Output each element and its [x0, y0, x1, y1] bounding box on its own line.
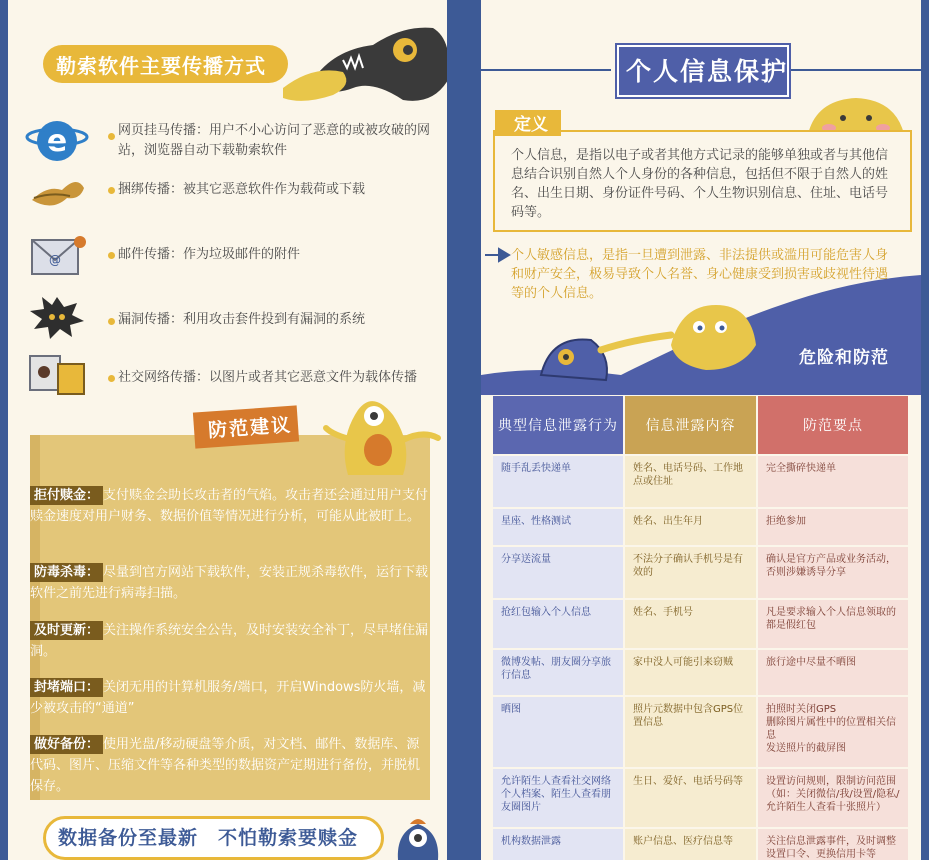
- yellow-monster-icon: [308, 380, 447, 480]
- right-title: 个人信息保护: [626, 57, 789, 86]
- advice-item: [30, 620, 430, 662]
- table-cell: 确认是官方产品或业务活动，否则涉嫌诱导分享: [758, 547, 908, 598]
- advice-title: 防范建议: [207, 414, 293, 442]
- spread-item-bug: [8, 293, 447, 343]
- bullet-dot: [108, 187, 115, 194]
- definition-text: 个人信息，是指以电子或者其他方式记录的能够单独或者与其他信息结合识别自然人个人身份的各种信息，包括但不限于自然人的姓名、出生日期、身份证件号码、个人生物识别信息、住址、电话号码等。: [511, 148, 889, 220]
- svg-text:e: e: [46, 124, 68, 159]
- spread-item-browser: [8, 115, 447, 165]
- social-icon: [22, 350, 92, 398]
- table-row: [493, 697, 908, 767]
- table-cell: 随手乱丢快递单: [493, 456, 623, 507]
- bullet-dot: [108, 133, 115, 140]
- table-cell: 设置访问规则，限制访问范围（如：关闭微信/我/设置/隐私/允许陌生人查看十张照片）: [758, 769, 908, 827]
- bundle-icon: [22, 170, 92, 218]
- advice-text: 关闭无用的计算机服务/端口，开启Windows防火墙，减少被攻击的“通道”: [30, 680, 426, 716]
- advice-item: [30, 734, 430, 797]
- advice-key: 及时更新：: [30, 621, 103, 640]
- pointing-hand-icon: [483, 245, 511, 265]
- table-cell: 姓名、手机号: [625, 600, 756, 648]
- right-panel: [481, 0, 921, 860]
- table-cell: 机构数据泄露: [493, 829, 623, 860]
- definition-tag: 定义: [514, 115, 548, 135]
- advice-text: 使用光盘/移动硬盘等介质，对文档、邮件、数据库、源代码、图片、压缩文件等各种类型的数据资产定期进行备份，并脱机保存。: [30, 737, 421, 794]
- table-cell: 照片元数据中包含GPS位置信息: [625, 697, 756, 767]
- spread-text: 网页挂马传播：用户不小心访问了恶意的或被攻破的网站，浏览器自动下载勒索软件: [118, 123, 431, 158]
- spread-text: 社交网络传播：以图片或者其它恶意文件为载体传播: [118, 370, 418, 385]
- bullet-dot: [108, 375, 115, 382]
- table-row: [493, 456, 908, 507]
- bottom-banner-text: 数据备份至最新 不怕勒索要赎金: [58, 827, 359, 849]
- advice-text: 尽量到官方网站下载软件，安装正规杀毒软件，运行下载软件之前先进行病毒扫描。: [30, 565, 429, 601]
- advice-key: 做好备份：: [30, 735, 103, 754]
- left-title: 勒索软件主要传播方式: [56, 54, 266, 78]
- title-line-left: [481, 69, 611, 71]
- table-cell: 不法分子确认手机号是有效的: [625, 547, 756, 598]
- table-cell: 完全撕碎快递单: [758, 456, 908, 507]
- svg-text:@: @: [49, 253, 61, 267]
- leak-table: [491, 394, 910, 860]
- advice-item: [30, 677, 430, 719]
- spread-text: 漏洞传播：利用攻击套件投到有漏洞的系统: [118, 312, 366, 327]
- table-header: 典型信息泄露行为: [493, 396, 623, 454]
- advice-text: 关注操作系统安全公告，及时安装安全补丁，尽早堵住漏洞。: [30, 623, 429, 659]
- table-cell: 星座、性格测试: [493, 509, 623, 545]
- advice-item: [30, 562, 430, 604]
- title-line-right: [789, 69, 921, 71]
- bullet-dot: [108, 318, 115, 325]
- table-cell: 姓名、出生年月: [625, 509, 756, 545]
- table-cell: 生日、爱好、电话号码等: [625, 769, 756, 827]
- table-row: [493, 829, 908, 860]
- sensitive-info-text: 个人敏感信息，是指一旦遭到泄露、非法提供或滥用可能危害人身和财产安全，极易导致个人名誉、身心健康受到损害或歧视性待遇等的个人信息。: [511, 248, 889, 301]
- table-cell: 拍照时关闭GPS 删除图片属性中的位置相关信息 发送照片的截屏图: [758, 697, 908, 767]
- dark-monster-icon: [283, 10, 447, 110]
- table-cell: 姓名、电话号码、工作地点或住址: [625, 456, 756, 507]
- table-row: [493, 769, 908, 827]
- table-cell: 允许陌生人查看社交网络个人档案、陌生人查看朋友圈图片: [493, 769, 623, 827]
- table-cell: 微博发帖、朋友圈分享旅行信息: [493, 650, 623, 695]
- table-cell: 分享送流量: [493, 547, 623, 598]
- browser-icon: [22, 115, 92, 163]
- table-row: [493, 650, 908, 695]
- table-row: [493, 509, 908, 545]
- table-row: [493, 600, 908, 648]
- spread-item-bundle: [8, 170, 447, 220]
- table-cell: 抢红包输入个人信息: [493, 600, 623, 648]
- table-cell: 关注信息泄露事件，及时调整设置口令、更换信用卡等: [758, 829, 908, 860]
- table-cell: 账户信息、医疗信息等: [625, 829, 756, 860]
- mail-icon: [22, 232, 92, 280]
- danger-illustration: [481, 265, 921, 395]
- table-cell: 旅行途中尽量不晒图: [758, 650, 908, 695]
- spread-item-mail: [8, 232, 447, 282]
- table-row: [493, 547, 908, 598]
- table-header-row: [493, 396, 908, 454]
- table-cell: 晒图: [493, 697, 623, 767]
- bug-icon: [22, 293, 92, 341]
- advice-text: 支付赎金会助长攻击者的气焰。攻击者还会通过用户支付赎金速度对用户财务、数据价值等情况进行分析，可能从此被盯上。: [30, 488, 429, 524]
- spread-text: 捆绑传播：被其它恶意软件作为载荷或下载: [118, 182, 366, 197]
- blue-monster-icon: [388, 812, 447, 860]
- center-divider: [447, 0, 481, 860]
- advice-key: 防毒杀毒：: [30, 563, 103, 582]
- table-cell: 家中没人可能引来窃贼: [625, 650, 756, 695]
- spread-text: 邮件传播：作为垃圾邮件的附件: [118, 247, 301, 262]
- left-panel: [8, 0, 447, 860]
- advice-key: 拒付赎金：: [30, 486, 103, 505]
- table-header: 信息泄露内容: [625, 396, 756, 454]
- table-header: 防范要点: [758, 396, 908, 454]
- advice-item: [30, 485, 430, 527]
- advice-key: 封堵端口：: [30, 678, 103, 697]
- table-cell: 拒绝参加: [758, 509, 908, 545]
- bullet-dot: [108, 252, 115, 259]
- table-cell: 凡是要求输入个人信息领取的都是假红包: [758, 600, 908, 648]
- danger-title: 危险和防范: [799, 348, 889, 368]
